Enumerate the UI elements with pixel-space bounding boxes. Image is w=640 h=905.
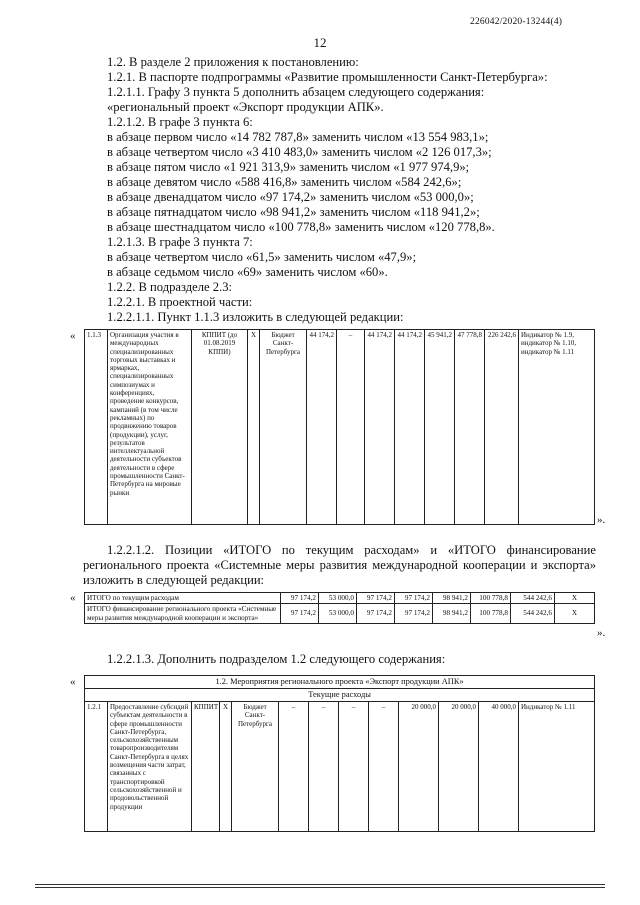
section-title: 1.2. Мероприятия регионального проекта «Экспорт продукции АПК» [85, 676, 595, 689]
cell-value: – [309, 702, 339, 832]
opening-quote: « [70, 330, 76, 342]
text-line: 1.2.1.3. В графе 3 пункта 7: [107, 235, 253, 249]
table-row [85, 702, 595, 832]
table-subheader [85, 689, 595, 702]
table-row [85, 593, 595, 604]
cell-value: – [279, 702, 309, 832]
cell-num: 1.2.1 [85, 702, 108, 832]
table-row [85, 330, 595, 525]
cell-executor: КППИТ [192, 702, 220, 832]
cell-value: 40 000,0 [479, 702, 519, 832]
cell-value: 97 174,2 [395, 593, 433, 604]
cell-value: 20 000,0 [399, 702, 439, 832]
cell-label: ИТОГО по текущим расходам [85, 593, 281, 604]
opening-quote: « [70, 676, 76, 688]
paragraph-1-2-2-1-2: 1.2.2.1.2. Позиции «ИТОГО по текущим расходам» и «ИТОГО финансирование регионального проекта «Системные меры развития международной кооперации и экспорта» изложить в следующей редакции: [83, 543, 596, 587]
cell-value: – [369, 702, 399, 832]
cell-value: 544 242,6 [511, 604, 555, 624]
table-totals [84, 592, 595, 624]
text-line: в абзаце шестнадцатом число «100 778,8» заменить числом «120 778,8». [107, 220, 495, 234]
cell-name: Предоставление субсидий субъектам деятельности в сфере промышленности Санкт-Петербурга, сельскохозяйственным товаропроизводителям Санкт-Петербурга в целях возмещения части затрат, связанных с транспортировкой сельскохозяйственной и продовольственной продукции [108, 702, 192, 832]
cell-value: 47 778,8 [455, 330, 485, 525]
footer-rule [35, 884, 605, 885]
closing-quote: ». [597, 627, 606, 639]
cell-source: Бюджет Санкт-Петербурга [260, 330, 307, 525]
text-line: в абзаце пятом число «1 921 313,9» заменить числом «1 977 974,9»; [107, 160, 470, 174]
cell-value: 20 000,0 [439, 702, 479, 832]
text-line: 1.2. В разделе 2 приложения к постановлению: [107, 55, 359, 69]
cell-value: 98 941,2 [433, 604, 471, 624]
cell-indicator: Индикатор № 1.9, индикатор № 1.10, индикатор № 1.11 [519, 330, 595, 525]
page-number: 12 [313, 35, 327, 50]
cell-value: 53 000,0 [319, 604, 357, 624]
cell-mark: Х [248, 330, 260, 525]
opening-quote: « [70, 592, 76, 604]
section-subtitle: Текущие расходы [85, 689, 595, 702]
cell-value: 544 242,6 [511, 593, 555, 604]
table-item-1-1-3 [84, 329, 595, 525]
table-subsection-1-2 [84, 675, 595, 832]
closing-quote: ». [597, 514, 606, 526]
text-line: 1.2.1.1. Графу 3 пункта 5 дополнить абзацем следующего содержания: [107, 85, 485, 99]
cell-value: 97 174,2 [357, 593, 395, 604]
table-section-header [85, 676, 595, 689]
text-line: «региональный проект «Экспорт продукции АПК». [107, 100, 384, 114]
cell-value: 226 242,6 [485, 330, 519, 525]
cell-value: 97 174,2 [281, 593, 319, 604]
text-line: в абзаце девятом число «588 416,8» заменить числом «584 242,6»; [107, 175, 462, 189]
cell-value: 45 941,2 [425, 330, 455, 525]
cell-label: ИТОГО финансирование регионального проекта «Системные меры развития международной кооперации и экспорта» [85, 604, 281, 624]
table-row [85, 604, 595, 624]
text-line: 1.2.1. В паспорте подпрограммы «Развитие промышленности Санкт-Петербурга»: [107, 70, 548, 84]
cell-value: 97 174,2 [281, 604, 319, 624]
cell-executor: КППИТ (до 01.08.2019 КППИ) [192, 330, 248, 525]
cell-value: 97 174,2 [395, 604, 433, 624]
cell-value: 100 778,8 [471, 593, 511, 604]
text-line: 1.2.2.1.1. Пункт 1.1.3 изложить в следующей редакции: [107, 310, 404, 324]
cell-mark: Х [555, 593, 595, 604]
cell-value: – [337, 330, 365, 525]
text-line: в абзаце двенадцатом число «97 174,2» заменить числом «53 000,0»; [107, 190, 474, 204]
footer-rule [35, 887, 605, 888]
cell-num: 1.1.3 [85, 330, 108, 525]
cell-value: 98 941,2 [433, 593, 471, 604]
cell-indicator: Индикатор № 1.11 [519, 702, 595, 832]
paragraph-1-2-2-1-3: 1.2.2.1.3. Дополнить подразделом 1.2 следующего содержания: [107, 652, 446, 666]
cell-value: 44 174,2 [307, 330, 337, 525]
cell-value: 53 000,0 [319, 593, 357, 604]
text-line: в абзаце первом число «14 782 787,8» заменить числом «13 554 983,1»; [107, 130, 489, 144]
cell-value: 44 174,2 [365, 330, 395, 525]
document-number: 226042/2020-13244(4) [470, 17, 563, 27]
cell-source: Бюджет Санкт-Петербурга [232, 702, 279, 832]
text-line: в абзаце пятнадцатом число «98 941,2» заменить числом «118 941,2»; [107, 205, 480, 219]
text-line: 1.2.1.2. В графе 3 пункта 6: [107, 115, 253, 129]
text-line: 1.2.2. В подразделе 2.3: [107, 280, 233, 294]
cell-value: 100 778,8 [471, 604, 511, 624]
cell-mark: Х [555, 604, 595, 624]
cell-name: Организация участия в международных специализированных торговых выставках и ярмарках, специализированных симпозиумах и конференциях, проведение конкурсов, кампаний (в том числе рекламных) по продвижению товаров (продукции), услуг, результатов интеллектуальной деятельности субъектов деятельности в сфере промышленности Санкт-Петербурга на мировые рынки [108, 330, 192, 525]
cell-value: 97 174,2 [357, 604, 395, 624]
text-line: 1.2.2.1. В проектной части: [107, 295, 253, 309]
cell-value: – [339, 702, 369, 832]
text-line: в абзаце седьмом число «69» заменить числом «60». [107, 265, 388, 279]
cell-value: 44 174,2 [395, 330, 425, 525]
text-line: в абзаце четвертом число «61,5» заменить числом «47,9»; [107, 250, 417, 264]
text-line: в абзаце четвертом число «3 410 483,0» заменить числом «2 126 017,3»; [107, 145, 492, 159]
cell-mark: Х [220, 702, 232, 832]
